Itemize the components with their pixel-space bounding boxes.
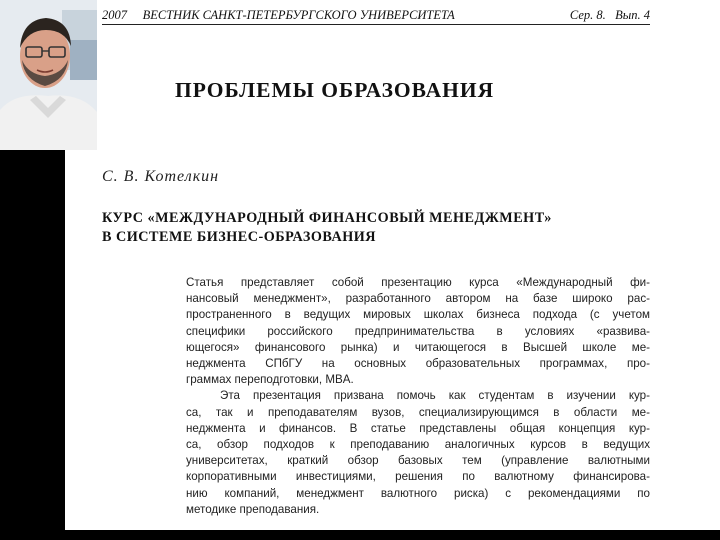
journal-header xyxy=(102,8,650,22)
abstract-line: Статья представляет собой презентацию курса «Международный фи- xyxy=(186,276,650,289)
section-title: ПРОБЛЕМЫ ОБРАЗОВАНИЯ xyxy=(175,78,495,102)
header-rule xyxy=(102,24,650,25)
article-title-line: В СИСТЕМЕ БИЗНЕС-ОБРАЗОВАНИЯ xyxy=(102,229,377,245)
article-title xyxy=(102,209,552,247)
author-name: С. В. Котелкин xyxy=(102,168,220,185)
header-series: Сер. 8. xyxy=(569,8,606,22)
abstract-line: нию компаний, менеджмент валютного риска) с рекомендациями по xyxy=(186,486,650,500)
abstract-line: ющегося» финансового рынка) и читающегося в Высшей школе ме- xyxy=(186,340,650,354)
abstract-line: университетах, краткий обзор базовых тем (управление валютными xyxy=(186,454,650,468)
header-issue: Вып. 4 xyxy=(615,8,650,22)
abstract-line: специфики российского предпринимательства в условиях «развива- xyxy=(186,324,650,338)
article-title-line: КУРС «МЕЖДУНАРОДНЫЙ ФИНАНСОВЫЙ МЕНЕДЖМЕНТ» xyxy=(102,210,552,226)
abstract-line: пространенного в ведущих мировых школах бизнеса подхода (с учетом xyxy=(186,308,650,322)
abstract-line: Эта презентация призвана помочь как студентам в изучении кур- xyxy=(220,389,650,403)
abstract-line: корпоративными инвестициями, решения по валютному финансирова- xyxy=(186,470,650,484)
author-photo xyxy=(0,0,97,150)
abstract-line: неджмента СПбГУ на основных образовательных программах, про- xyxy=(186,357,650,371)
abstract-line: са, обзор подходов к преподаванию аналогичных курсов в ведущих xyxy=(186,438,650,452)
author-portrait-image xyxy=(0,0,97,150)
abstract-line: нансовый менеджмент», разработанного автором на базе широко рас- xyxy=(186,292,650,306)
abstract xyxy=(186,275,650,518)
abstract-line: са, так и преподавателям вузов, специализирующимся в области ме- xyxy=(186,405,650,419)
abstract-line: методике преподавания. xyxy=(186,502,320,516)
abstract-line: неджмента и финансов. В статье представлены общая концепция кур- xyxy=(186,421,650,435)
abstract-line: граммах переподготовки, MBA. xyxy=(186,373,354,387)
header-year: 2007 xyxy=(102,8,127,22)
header-journal: ВЕСТНИК САНКТ-ПЕТЕРБУРГСКОГО УНИВЕРСИТЕТА xyxy=(142,8,455,22)
